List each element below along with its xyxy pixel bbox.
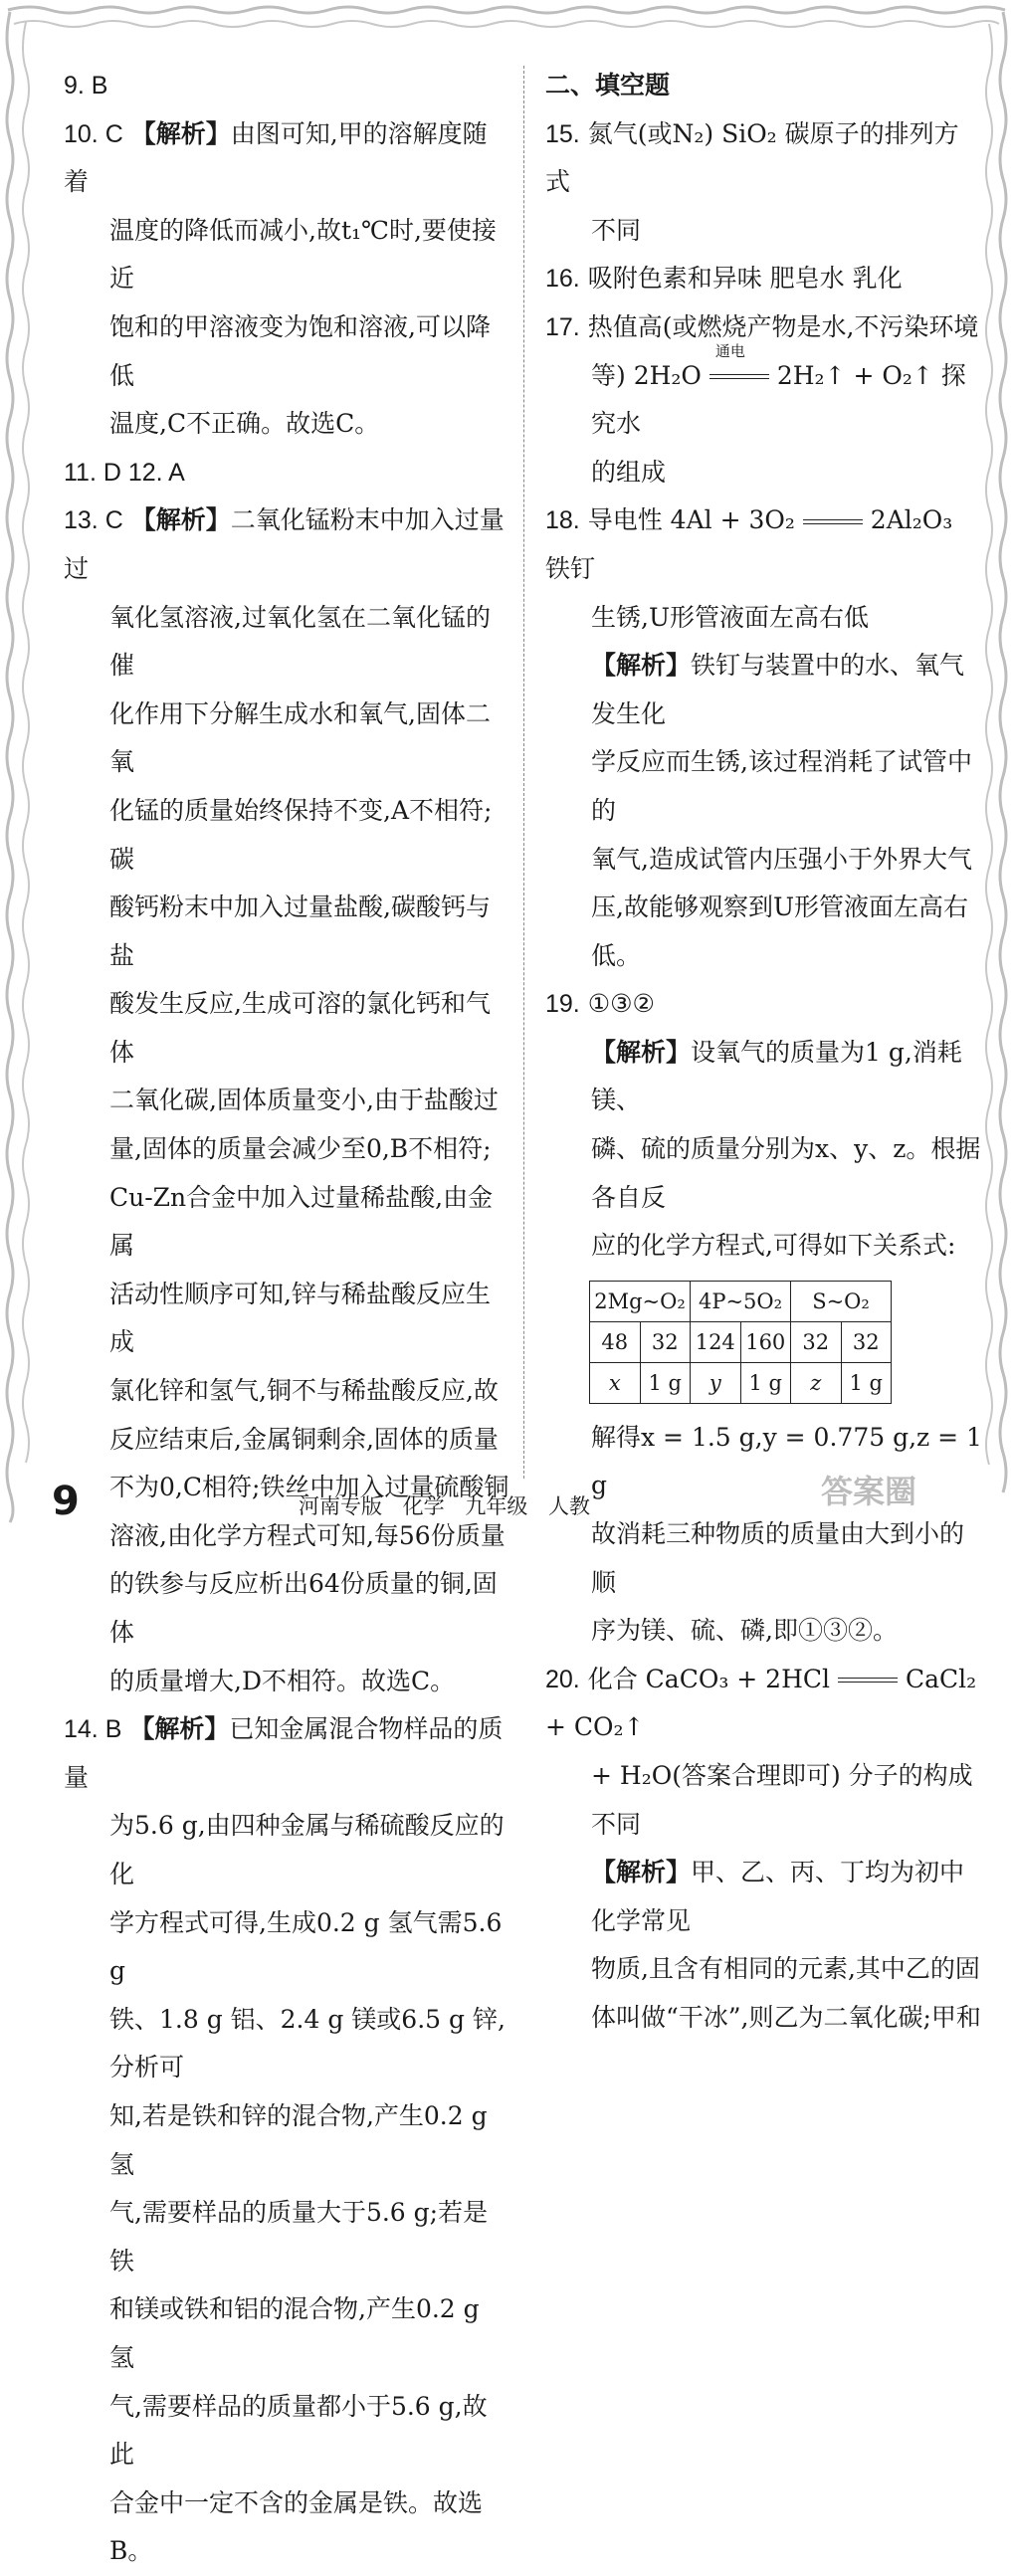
page-number: 9: [52, 1479, 80, 1524]
answer-16: 16. 吸附色素和异味 肥皂水 乳化: [545, 264, 903, 294]
analysis-tag: 【解析】: [130, 118, 231, 148]
table-row: 2Mg~O₂ 4P~5O₂ S~O₂: [590, 1281, 892, 1321]
answer-15: 15. 氮气(或N₂) SiO₂ 碳原子的排列方式 不同: [545, 118, 959, 245]
equals-sign: [803, 517, 863, 527]
reaction-condition: 通电: [714, 342, 745, 361]
analysis-tag: 【解析】: [591, 651, 692, 681]
answer-20: 20. 化合 CaCO₃ + 2HCl CaCl₂ + CO₂↑ + H₂O(答案合理即可) 分子的构成 不同 【解析】甲、乙、丙、丁均为初中化学常见 物质,且含有相同的元素,其中乙的固 体叫做“干冰”,则乙为二氧化碳;甲和: [545, 1664, 981, 2032]
answer-17: 17. 热值高(或燃烧产物是水,不污染环境 等) 2H₂O 通电 2H₂↑ + O₂↑ 探究水 的组成: [545, 311, 979, 487]
answer-19: 19. ①③② 【解析】设氧气的质量为1 g,消耗镁、 磷、硫的质量分别为x、y、z。根据各自反 应的化学方程式,可得如下关系式: 2Mg~O₂ 4P~5O₂ S~O₂ 48 32 124 160 32 32 x 1 g y 1 g z 1 g 解得x = 1.5 g,y = 0.775 g,z = 1 g 故消耗三种物质的质量由大到小的顺 序为镁、硫、磷,即①③②。: [545, 989, 982, 1646]
left-column: [64, 62, 509, 2576]
answer-10: 10. C 【解析】由图可知,甲的溶解度随着 温度的降低而减小,故t₁℃时,要使接近 饱和的甲溶液变为饱和溶液,可以降低 温度,C不正确。故选C。: [64, 118, 497, 439]
analysis-tag: 【解析】: [591, 1037, 692, 1067]
analysis-tag: 【解析】: [130, 505, 231, 535]
table-row: 48 32 124 160 32 32: [590, 1321, 892, 1362]
footer-edition: 河南专版 化学 九年级 人教: [299, 1494, 591, 1518]
answer-14-number: 14. B: [64, 1715, 122, 1744]
column-divider: [523, 66, 524, 1479]
answer-10-number: 10. C: [64, 119, 123, 148]
answer-14: 14. B 【解析】已知金属混合物样品的质量 为5.6 g,由四种金属与稀硫酸反应的化 学方程式可得,生成0.2 g 氢气需5.6 g 铁、1.8 g 铝、2.4 g 镁或6.5 g 锌,分析可 知,若是铁和锌的混合物,产生0.2 g 氢 气,需要样品的质量大于5.6 g;若是铁 和镁或铁和铝的混合物,产生0.2 g 氢 气,需要样品的质量都小于5.6 g,故此 合金中一定不含的金属是铁。故选B。: [64, 1714, 506, 2566]
watermark-logo: 答案圈: [821, 1473, 917, 1510]
answer-18: 18. 导电性 4Al + 3O₂ 2Al₂O₃ 铁钉 生锈,U形管液面左高右低 【解析】铁钉与装置中的水、氧气发生化 学反应而生锈,该过程消耗了试管中的 氧气,造成试管内压强小于外界大气 压,故能够观察到U形管液面左高右低。: [545, 505, 972, 970]
section-title: 二、填空题: [545, 71, 671, 99]
answer-11-12: 11. D 12. A: [64, 458, 185, 487]
answer-13-number: 13. C: [64, 506, 123, 535]
reaction-arrow: [709, 342, 769, 382]
equals-sign: [838, 1676, 898, 1685]
table-row: x 1 g y 1 g z 1 g: [590, 1362, 892, 1403]
right-column: [545, 62, 983, 2043]
relation-table: [589, 1281, 892, 1404]
answer-9: 9. B: [64, 72, 108, 99]
answer-13: 13. C 【解析】二氧化锰粉末中加入过量过 氧化氢溶液,过氧化氢在二氧化锰的催 化作用下分解生成水和氧气,固体二氧 化锰的质量始终保持不变,A不相符;碳 酸钙粉末中加入过量盐酸,碳酸钙与盐 酸发生反应,生成可溶的氯化钙和气体 二氧化碳,固体质量变小,由于盐酸过 量,固体的质量会减少至0,B不相符; Cu-Zn合金中加入过量稀盐酸,由金属 活动性顺序可知,锌与稀盐酸反应生成 氯化锌和氢气,铜不与稀盐酸反应,故 反应结束后,金属铜剩余,固体的质量 不为0,C相符;铁丝中加入过量硫酸铜 溶液,由化学方程式可知,每56份质量 的铁参与反应析出64份质量的铜,固体 的质量增大,D不相符。故选C。: [64, 505, 509, 1695]
analysis-tag: 【解析】: [591, 1858, 692, 1887]
analysis-tag: 【解析】: [129, 1714, 230, 1744]
